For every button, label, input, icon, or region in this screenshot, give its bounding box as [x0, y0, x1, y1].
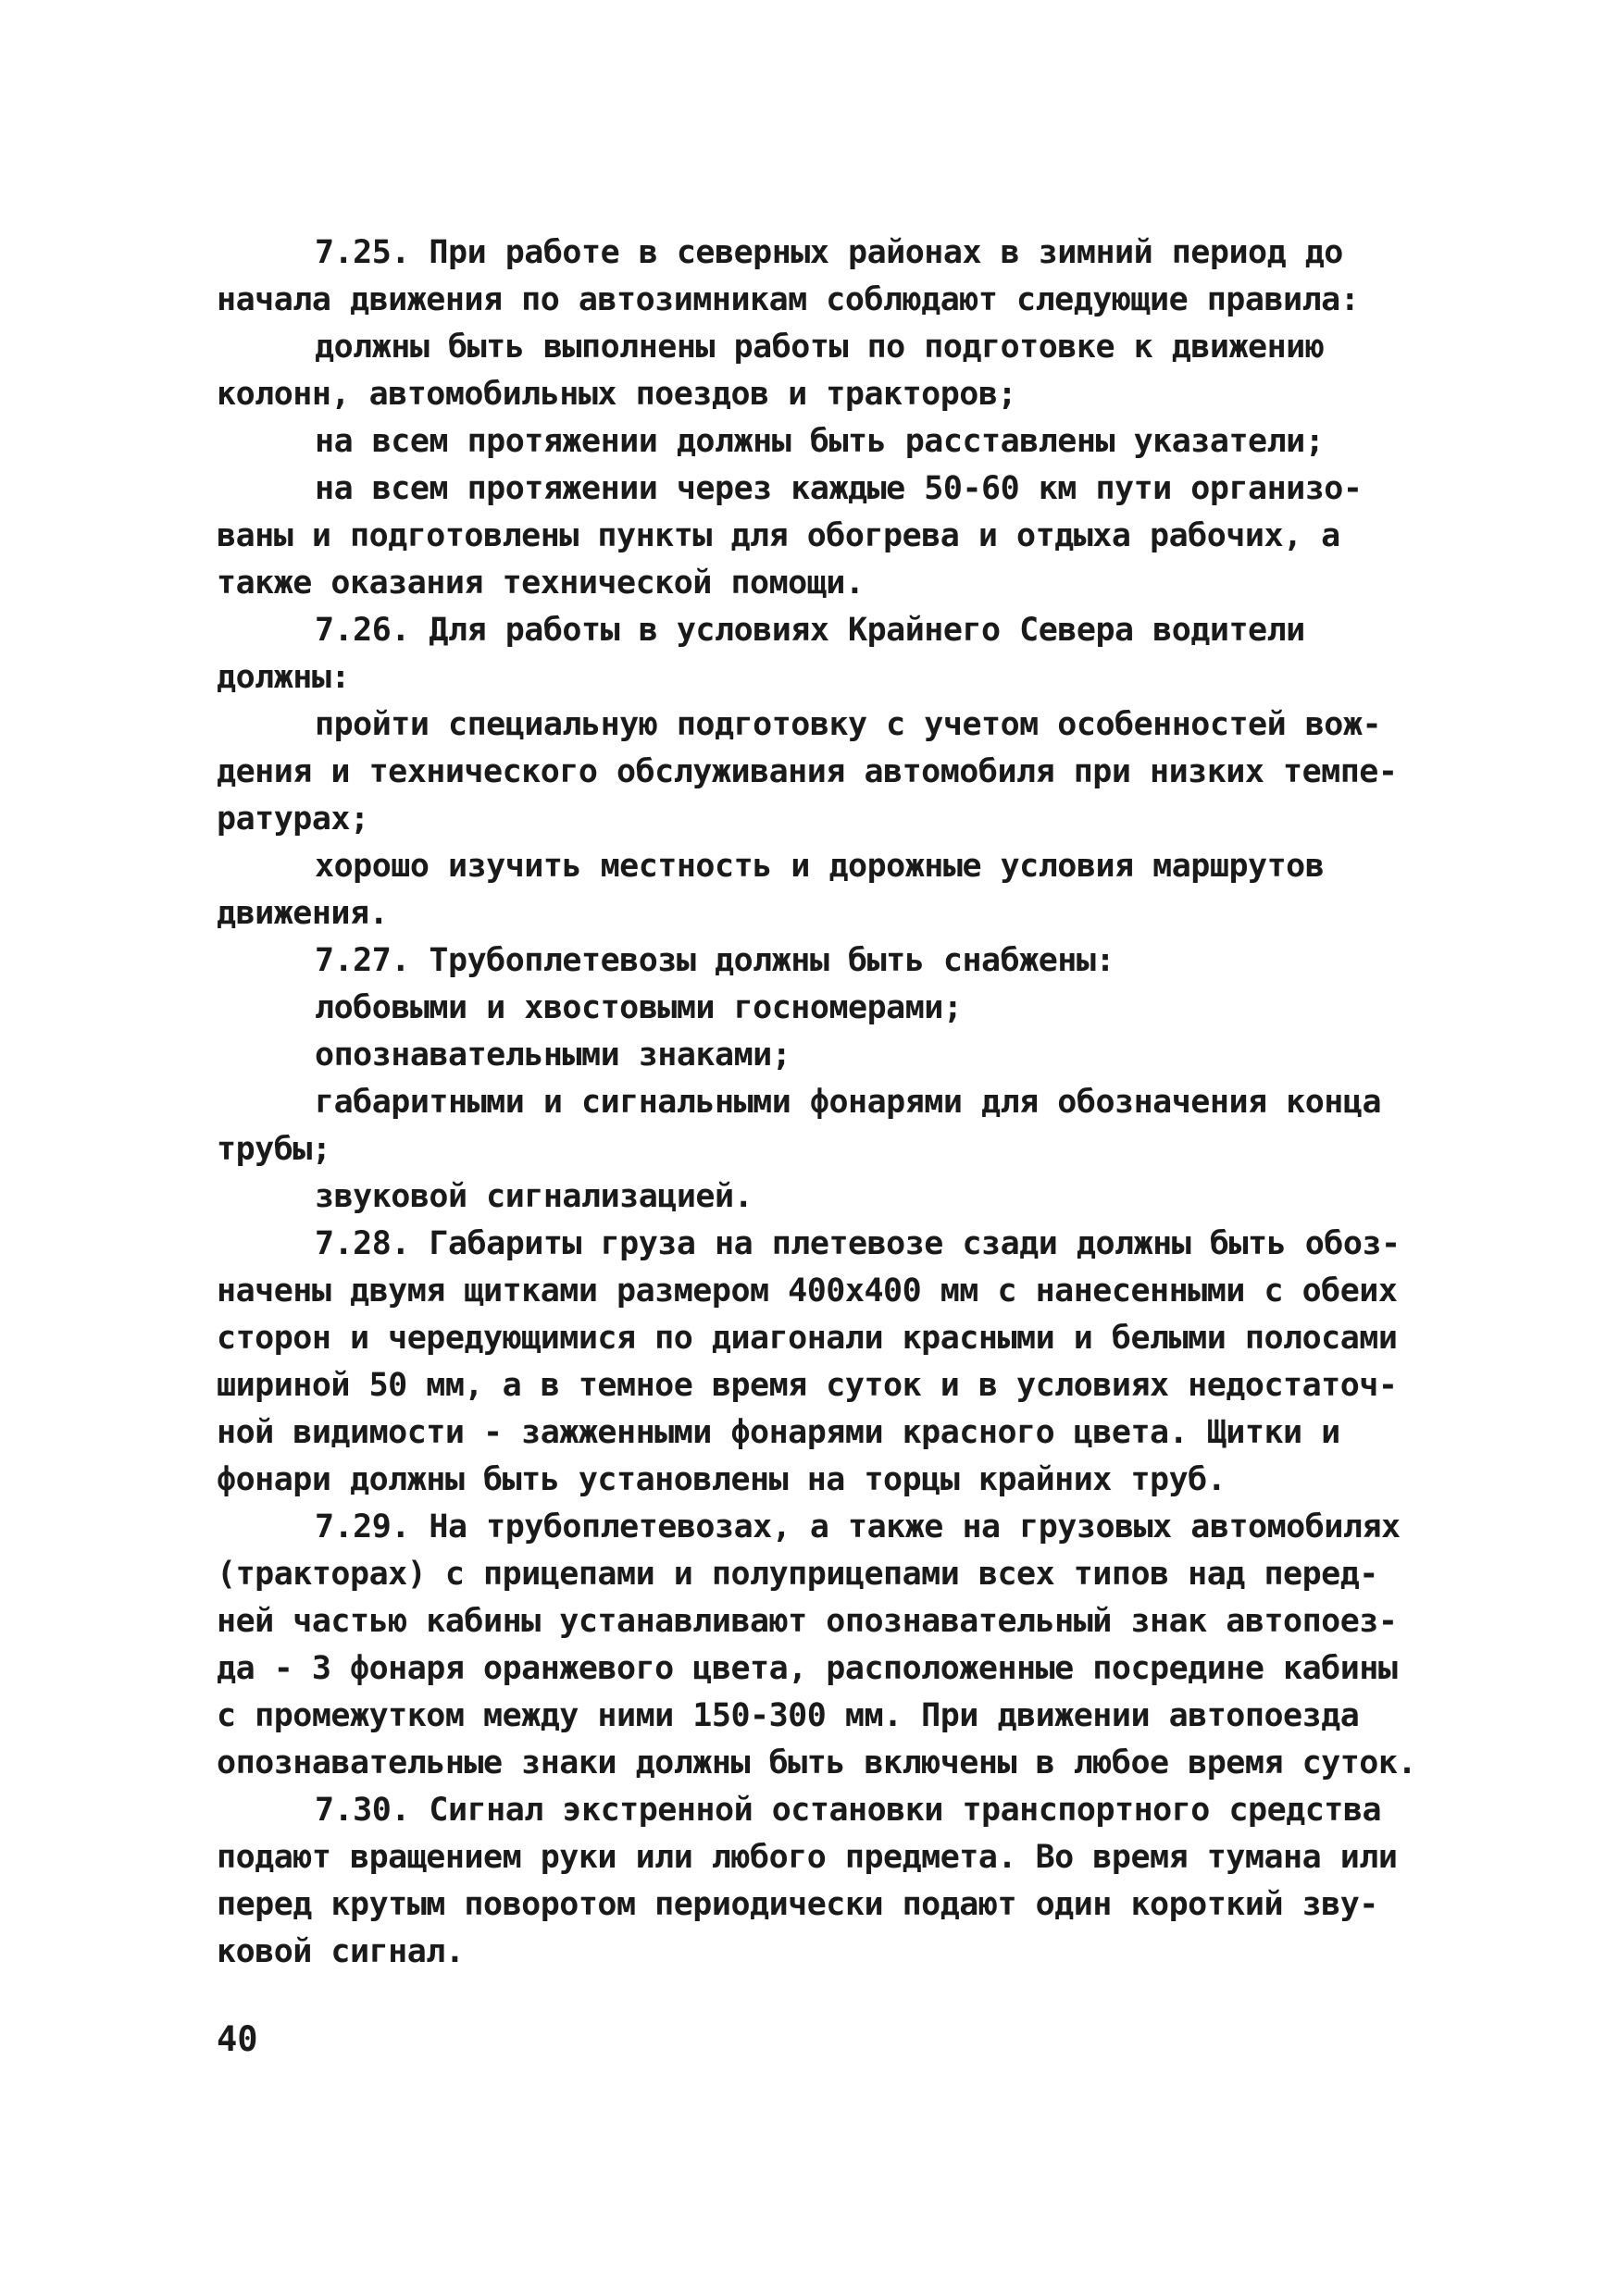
text-line: 7.27. Трубоплетевозы должны быть снабжены:	[315, 942, 1115, 979]
text-line: 7.29. На трубоплетевозах, а также на грузовых автомобилях	[315, 1508, 1401, 1545]
text-line: начены двумя щитками размером 400x400 мм с нанесенными с обеих	[217, 1272, 1398, 1309]
text-line: опознавательными знаками;	[315, 1036, 791, 1074]
text-line: ваны и подготовлены пункты для обогрева и отдыха рабочих, а	[217, 517, 1340, 554]
text-line: ней частью кабины устанавливают опознавательный знак автопоез-	[217, 1603, 1398, 1640]
text-line: ковой сигнал.	[217, 1933, 465, 1970]
text-line: фонари должны быть установлены на торцы крайних труб.	[217, 1461, 1227, 1498]
text-line: пройти специальную подготовку с учетом особенностей вож-	[315, 706, 1382, 743]
text-line: шириной 50 мм, а в темное время суток и в условиях недостаточ-	[217, 1367, 1398, 1404]
text-line: с промежутком между ними 150-300 мм. При движении автопоезда	[217, 1697, 1360, 1734]
text-line: ной видимости - зажженными фонарями красного цвета. Щитки и	[217, 1414, 1340, 1451]
text-line: должны быть выполнены работы по подготовке к движению	[315, 329, 1325, 366]
body-text	[217, 230, 1417, 1976]
text-line: перед крутым поворотом периодически подают один короткий зву-	[217, 1886, 1378, 1923]
text-line: 7.25. При работе в северных районах в зимний период до	[315, 234, 1343, 271]
text-line: должны:	[217, 659, 351, 696]
text-line: 7.30. Сигнал экстренной остановки транспортного средства	[315, 1792, 1382, 1829]
text-line: колонн, автомобильных поездов и тракторов;	[217, 376, 1017, 413]
text-line: движения.	[217, 895, 389, 932]
text-line: лобовыми и хвостовыми госномерами;	[315, 989, 963, 1026]
text-line: габаритными и сигнальными фонарями для обозначения конца	[315, 1084, 1382, 1121]
text-line: хорошо изучить местность и дорожные условия маршрутов	[315, 848, 1325, 885]
text-line: звуковой сигнализацией.	[315, 1178, 753, 1215]
text-line: на всем протяжении должны быть расставлены указатели;	[315, 423, 1325, 460]
text-line: дения и технического обслуживания автомобиля при низких темпе-	[217, 753, 1398, 790]
text-line: на всем протяжении через каждые 50-60 км пути организо-	[315, 470, 1363, 507]
text-line: (тракторах) с прицепами и полуприцепами всех типов над перед-	[217, 1556, 1378, 1593]
page-number: 40	[217, 2019, 258, 2059]
text-line: также оказания технической помощи.	[217, 565, 865, 602]
text-line: да - 3 фонаря оранжевого цвета, расположенные посредине кабины	[217, 1650, 1398, 1687]
text-line: 7.26. Для работы в условиях Крайнего Севера водители	[315, 612, 1305, 649]
text-line: сторон и чередующимися по диагонали красными и белыми полосами	[217, 1320, 1398, 1357]
text-line: подают вращением руки или любого предмета. Во время тумана или	[217, 1839, 1398, 1876]
text-line: 7.28. Габариты груза на плетевозе сзади должны быть обоз-	[315, 1225, 1401, 1262]
text-line: опознавательные знаки должны быть включены в любое время суток.	[217, 1744, 1417, 1781]
text-line: трубы;	[217, 1131, 331, 1168]
text-line: начала движения по автозимникам соблюдают следующие правила:	[217, 281, 1360, 318]
text-line: ратурах;	[217, 800, 369, 838]
